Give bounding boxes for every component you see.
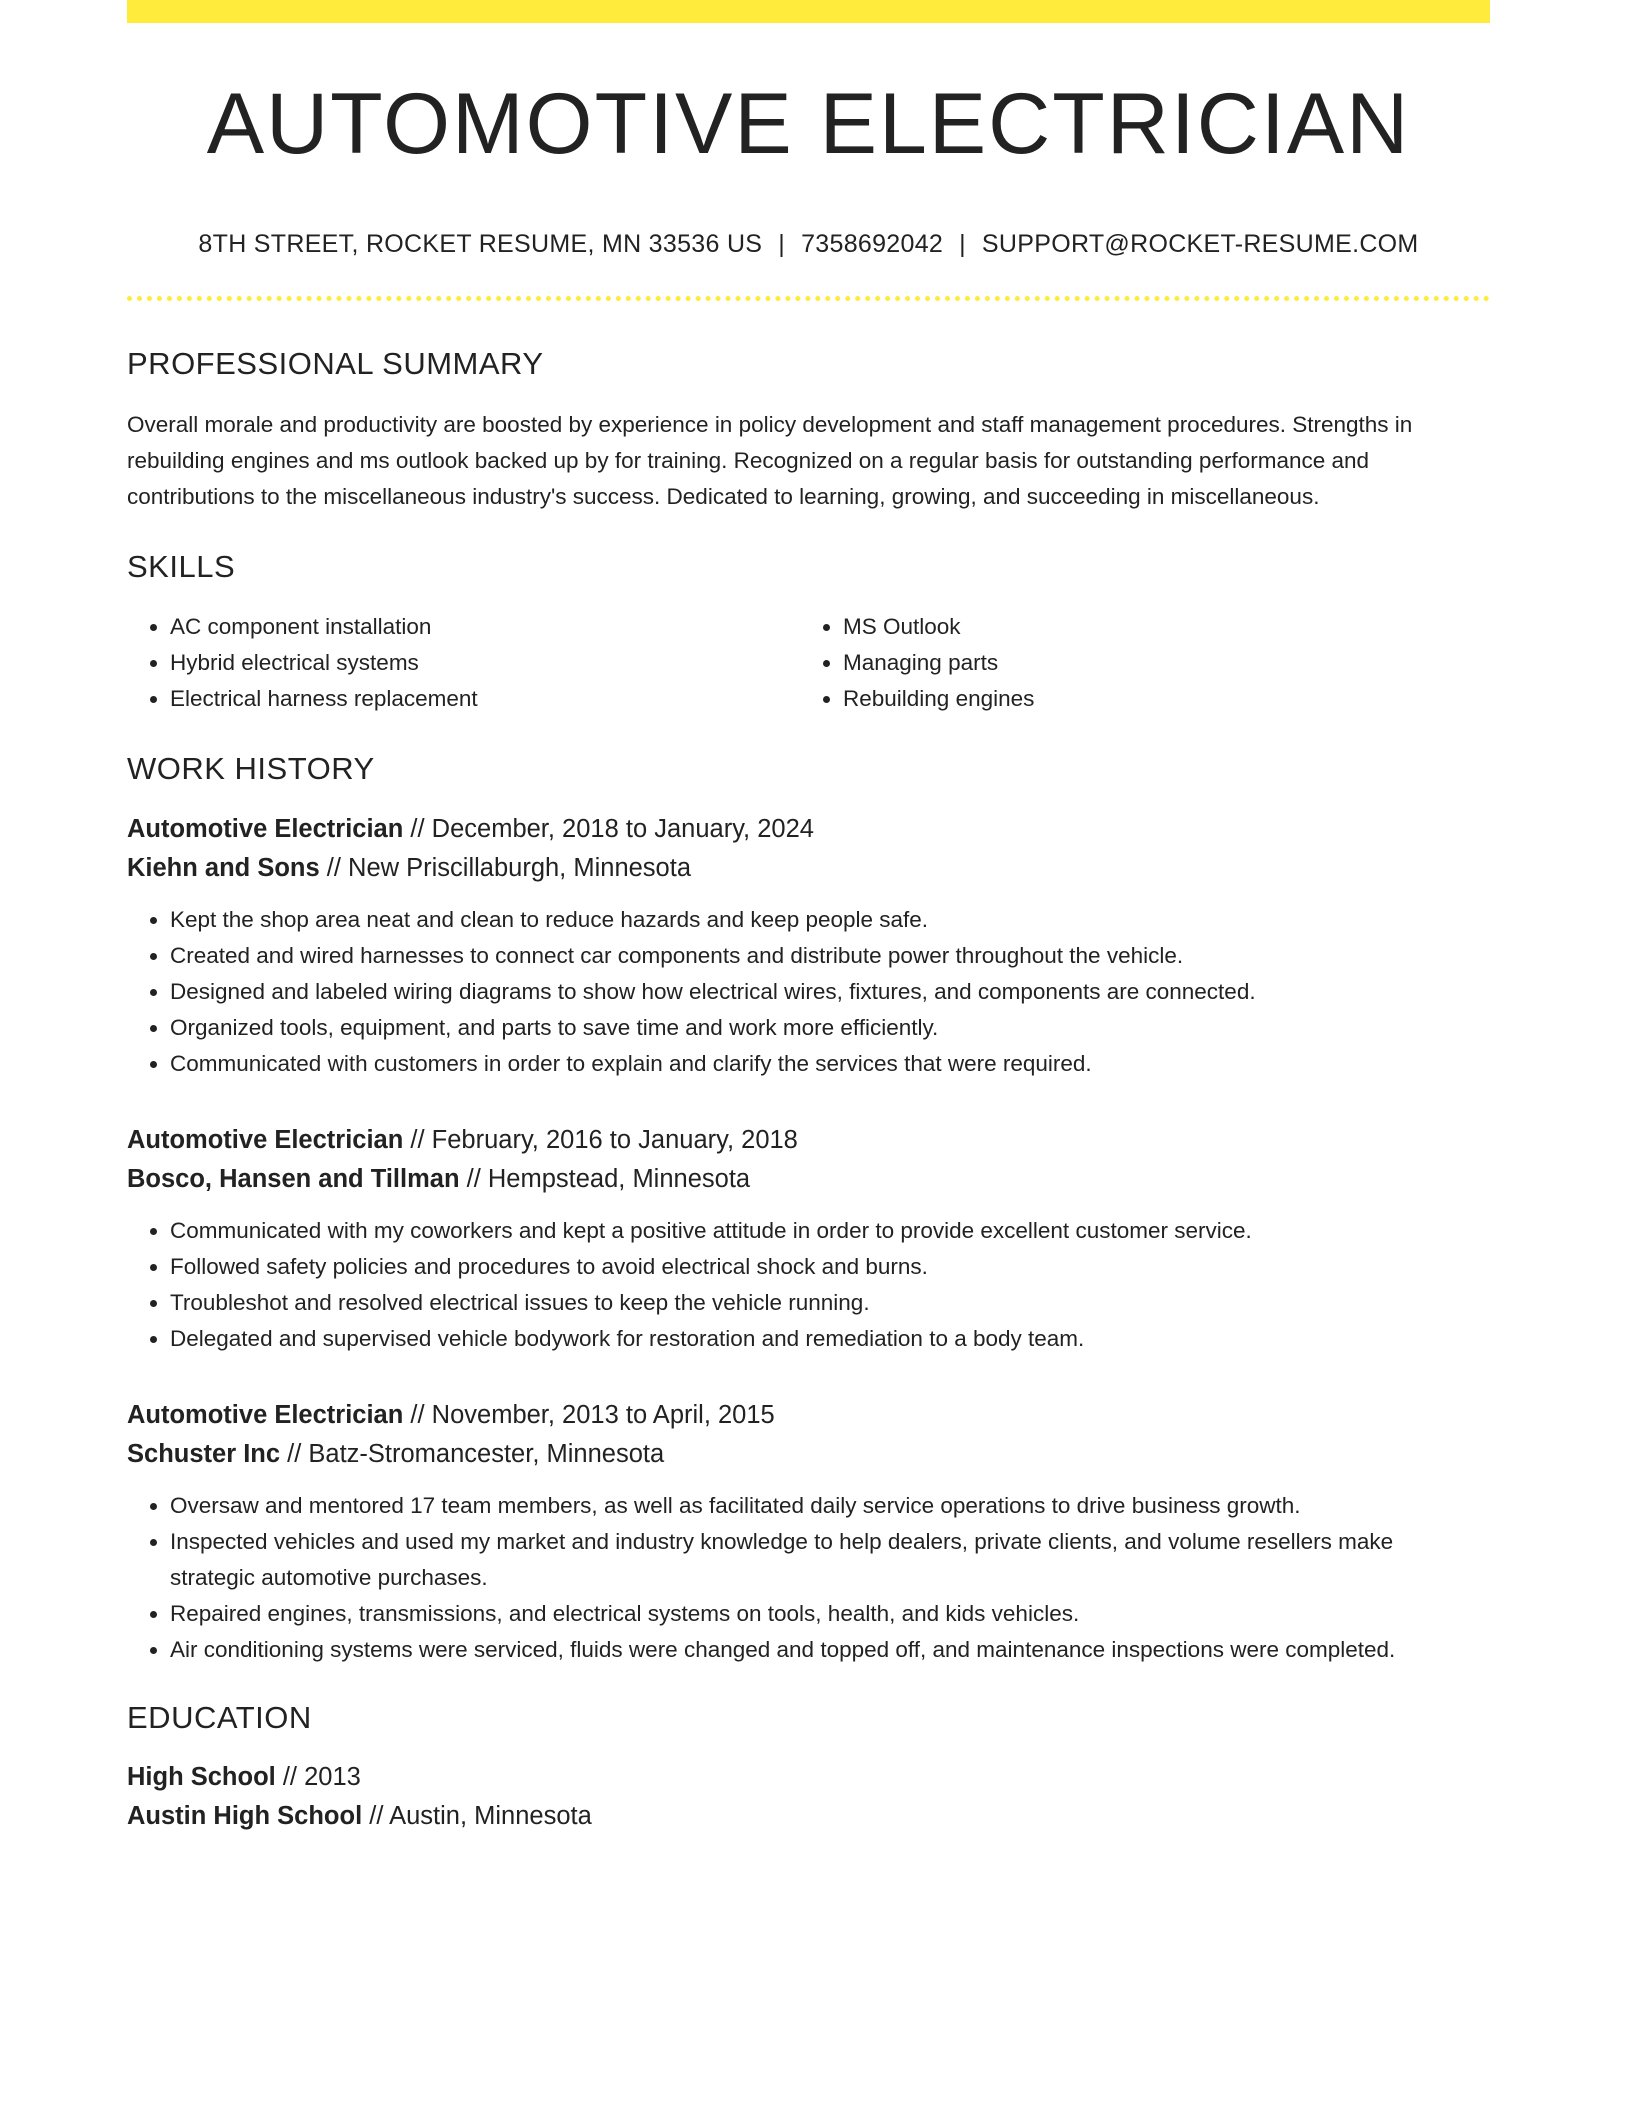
job-company: Kiehn and Sons — [127, 853, 320, 882]
job-company: Schuster Inc — [127, 1439, 281, 1468]
education-location: // Austin, Minnesota — [362, 1801, 592, 1830]
education-degree-line — [127, 1758, 1490, 1797]
job-location: // Batz-Stromancester, Minnesota — [280, 1439, 665, 1468]
job-title-line — [127, 1396, 1490, 1435]
summary-text: Overall morale and productivity are boosted by experience in policy development and staff management procedures. Strengths in rebuilding engines and ms outlook backed up by for training. Recognized on a regular basis for outstanding performance and contributions to the miscellaneous industry's success. Dedicated to learning, growing, and succeeding in miscellaneous. — [127, 412, 1413, 510]
job-company-line — [127, 849, 1490, 888]
job-bullet: • Air conditioning systems were serviced, fluids were changed and topped off, and maintenance inspections were completed. — [170, 1632, 1490, 1668]
accent-top-bar — [127, 0, 1490, 23]
email-text: SUPPORT@ROCKET-RESUME.COM — [981, 230, 1419, 258]
job-bullet: • Created and wired harnesses to connect car components and distribute power throughout the vehicle. — [170, 938, 1490, 974]
education-heading: EDUCATION — [127, 1699, 312, 1735]
job-role: Automotive Electrician — [127, 1125, 404, 1154]
job-entry — [127, 810, 1490, 1082]
job-dates: // February, 2016 to January, 2018 — [403, 1125, 798, 1154]
job-role: Automotive Electrician — [127, 1400, 404, 1429]
job-bullet: • Delegated and supervised vehicle bodywork for restoration and remediation to a body team. — [170, 1321, 1490, 1357]
job-bullet: • Troubleshot and resolved electrical issues to keep the vehicle running. — [170, 1285, 1490, 1321]
skills-list — [127, 609, 1490, 717]
job-company: Bosco, Hansen and Tillman — [127, 1164, 460, 1193]
skill-item: • Hybrid electrical systems — [170, 645, 800, 681]
education-degree: High School — [127, 1762, 276, 1791]
job-bullets — [127, 902, 1490, 1082]
skill-item: • AC component installation — [170, 609, 800, 645]
job-title-line — [127, 1121, 1490, 1160]
skill-item: • Managing parts — [843, 645, 1473, 681]
job-bullet: • Designed and labeled wiring diagrams to show how electrical wires, fixtures, and components are connected. — [170, 974, 1490, 1010]
education-school-line — [127, 1797, 1490, 1836]
work-history-heading: WORK HISTORY — [127, 751, 375, 787]
job-dates: // November, 2013 to April, 2015 — [403, 1400, 775, 1429]
resume-page — [127, 0, 1490, 1836]
job-company-line — [127, 1160, 1490, 1199]
skill-item: • MS Outlook — [843, 609, 1473, 645]
summary-heading: PROFESSIONAL SUMMARY — [127, 346, 544, 381]
job-location: // Hempstead, Minnesota — [459, 1164, 751, 1193]
skills-column-right — [800, 609, 1473, 717]
job-bullet: • Communicated with customers in order to explain and clarify the services that were required. — [170, 1046, 1490, 1082]
skill-item: • Electrical harness replacement — [170, 681, 800, 717]
job-bullet: • Inspected vehicles and used my market and industry knowledge to help dealers, private clients, and volume resellers make strategic automotive purchases. — [170, 1524, 1490, 1596]
job-bullet: • Oversaw and mentored 17 team members, as well as facilitated daily service operations to drive business growth. — [170, 1488, 1490, 1524]
job-location: // New Priscillaburgh, Minnesota — [319, 853, 692, 882]
job-role: Automotive Electrician — [127, 814, 404, 843]
job-bullet: • Organized tools, equipment, and parts to save time and work more efficiently. — [170, 1010, 1490, 1046]
phone-text: 7358692042 — [801, 230, 944, 258]
job-bullets — [127, 1213, 1490, 1357]
contact-separator: | — [959, 230, 966, 258]
skills-column-left — [127, 609, 800, 717]
skills-heading: SKILLS — [127, 549, 236, 585]
job-bullet: • Followed safety policies and procedures to avoid electrical shock and burns. — [170, 1249, 1490, 1285]
job-bullet: • Kept the shop area neat and clean to reduce hazards and keep people safe. — [170, 902, 1490, 938]
address-text: 8TH STREET, ROCKET RESUME, MN 33536 US — [198, 230, 763, 258]
job-company-line — [127, 1435, 1490, 1474]
contact-line — [127, 230, 1490, 259]
job-entry — [127, 1396, 1490, 1668]
job-dates: // December, 2018 to January, 2024 — [403, 814, 814, 843]
contact-separator: | — [778, 230, 786, 258]
job-bullet: • Communicated with my coworkers and kept a positive attitude in order to provide excellent customer service. — [170, 1213, 1490, 1249]
dotted-divider — [127, 296, 1490, 301]
job-bullets — [127, 1488, 1490, 1668]
education-entry — [127, 1758, 1490, 1836]
job-bullet: • Repaired engines, transmissions, and electrical systems on tools, health, and kids vehicles. — [170, 1596, 1490, 1632]
job-title-line — [127, 810, 1490, 849]
job-entry — [127, 1121, 1490, 1357]
education-school: Austin High School — [127, 1801, 363, 1830]
page-title: AUTOMOTIVE ELECTRICIAN — [206, 76, 1411, 172]
skill-item: • Rebuilding engines — [843, 681, 1473, 717]
education-year: // 2013 — [275, 1762, 361, 1791]
